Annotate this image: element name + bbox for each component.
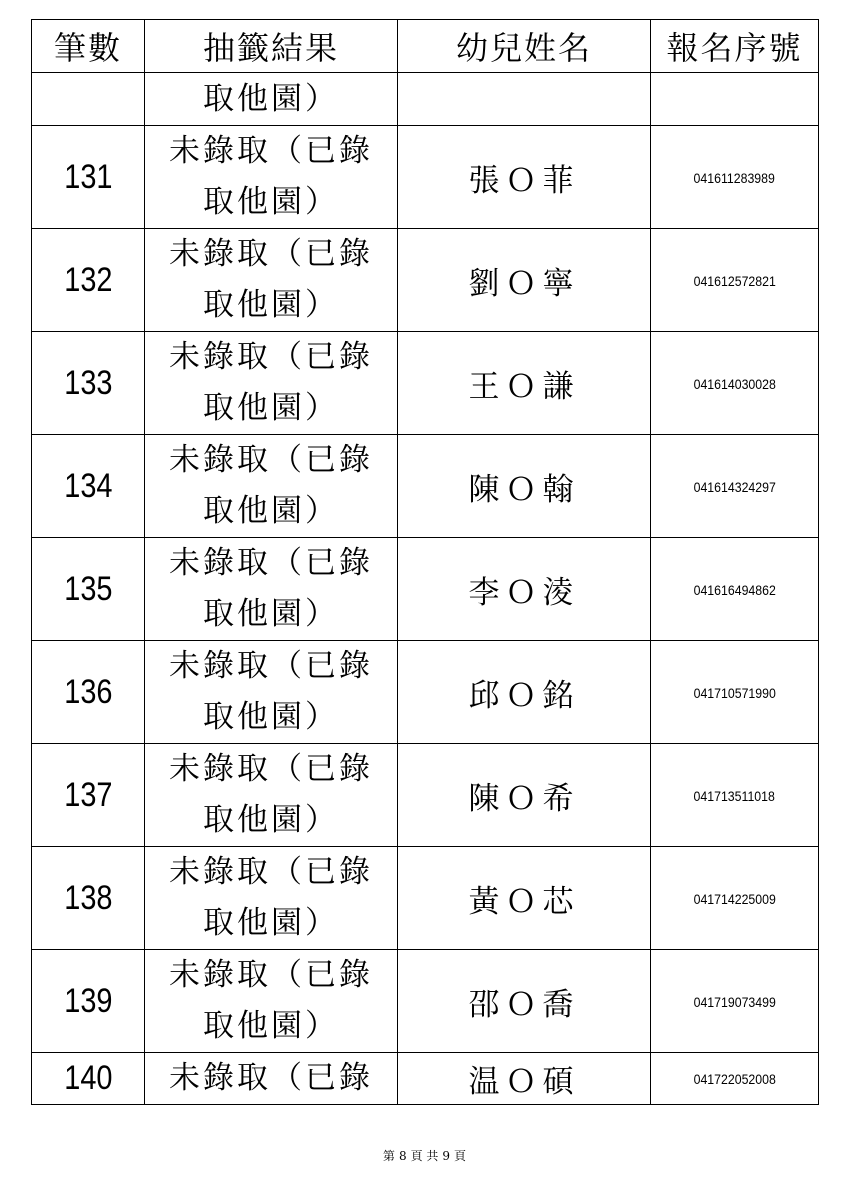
- count-value: 136: [63, 672, 113, 711]
- child-name: 王Ｏ謙: [468, 368, 580, 405]
- count-value: 140: [63, 1059, 113, 1097]
- cell-result: [145, 332, 398, 435]
- result-line-1: 未錄取（已錄: [169, 442, 373, 478]
- page-number: 8: [398, 1149, 407, 1163]
- cell-count: [32, 1053, 145, 1105]
- table-row: [32, 332, 819, 435]
- cell-count: [32, 229, 145, 332]
- child-name: 邵Ｏ喬: [468, 986, 580, 1023]
- cell-count: [32, 744, 145, 847]
- cell-child-name: [398, 332, 651, 435]
- child-name: 温Ｏ碩: [468, 1064, 580, 1100]
- result-line-2: 取他園）: [203, 493, 339, 529]
- result-line-1: 未錄取（已錄: [169, 751, 373, 787]
- cell-child-name: [398, 950, 651, 1053]
- registration-number: 041714225009: [693, 890, 776, 907]
- table-row: [32, 847, 819, 950]
- count-value: 135: [63, 569, 113, 608]
- cell-child-name: [398, 744, 651, 847]
- cell-child-name: [398, 435, 651, 538]
- cell-registration-number: [651, 744, 819, 847]
- cell-registration-number: [651, 538, 819, 641]
- count-value: 137: [63, 775, 113, 814]
- cell-registration-number: [651, 641, 819, 744]
- count-value: 138: [63, 878, 113, 917]
- result-line-1: 未錄取（已錄: [169, 133, 373, 169]
- result-line-2: 取他園）: [203, 184, 339, 220]
- result-line-1: 未錄取（已錄: [169, 339, 373, 375]
- count-value: 133: [63, 363, 113, 402]
- cell-registration-number: [651, 847, 819, 950]
- result-line-2: 取他園）: [203, 287, 339, 323]
- result-line-1: 未錄取（已錄: [169, 545, 373, 581]
- cell-count: [32, 538, 145, 641]
- registration-number: 041614324297: [693, 478, 776, 495]
- cell-result: [145, 126, 398, 229]
- cell-count: [32, 950, 145, 1053]
- cell-child-name: [398, 1053, 651, 1105]
- registration-number: 041611283989: [693, 169, 776, 186]
- cell-child-name: [398, 847, 651, 950]
- cell-child-name: [398, 73, 651, 126]
- child-name: 劉Ｏ寧: [468, 265, 580, 302]
- result-line-2: 取他園）: [203, 699, 339, 735]
- count-value: 134: [63, 466, 113, 505]
- table-header-row: [32, 20, 819, 73]
- count-value: 132: [63, 260, 113, 299]
- cell-result: [145, 641, 398, 744]
- cell-count: [32, 435, 145, 538]
- cell-result: [145, 435, 398, 538]
- registration-number: 041612572821: [693, 272, 776, 289]
- cell-result: 取他園）: [145, 73, 398, 126]
- cell-registration-number: [651, 229, 819, 332]
- count-value: 131: [63, 157, 113, 196]
- registration-number: 041719073499: [693, 993, 776, 1010]
- page-label-post: 頁: [454, 1149, 467, 1163]
- page-total: 9: [442, 1149, 451, 1163]
- table-row: [32, 126, 819, 229]
- cell-registration-number: [651, 1053, 819, 1105]
- cell-count: [32, 847, 145, 950]
- page-footer: [0, 1147, 849, 1164]
- table-row-continuation: [32, 73, 819, 126]
- table-row: [32, 435, 819, 538]
- cell-count: [32, 332, 145, 435]
- result-line-1: 未錄取（已錄: [169, 648, 373, 684]
- header-result: 抽籤結果: [145, 20, 398, 73]
- result-line-1: 未錄取（已錄: [169, 957, 373, 993]
- cell-count: [32, 126, 145, 229]
- header-child-name: 幼兒姓名: [398, 20, 651, 73]
- cell-child-name: [398, 538, 651, 641]
- cell-result: [145, 538, 398, 641]
- table-row-last: [32, 1053, 819, 1105]
- page-label-pre: 第: [382, 1149, 395, 1163]
- cell-child-name: [398, 229, 651, 332]
- cell-child-name: [398, 641, 651, 744]
- cell-result: [145, 1053, 398, 1105]
- registration-number: 041614030028: [693, 375, 776, 392]
- registration-number: 041713511018: [693, 787, 776, 804]
- table-row: [32, 641, 819, 744]
- cell-registration-number: [651, 950, 819, 1053]
- result-line-1: 未錄取（已錄: [169, 236, 373, 272]
- cell-result: [145, 950, 398, 1053]
- result-line-2: 取他園）: [203, 1008, 339, 1044]
- lottery-results-table: [31, 19, 819, 1105]
- count-value: 139: [63, 981, 113, 1020]
- header-registration-number: 報名序號: [651, 20, 819, 73]
- result-line-1: 未錄取（已錄: [169, 854, 373, 890]
- table-row: [32, 950, 819, 1053]
- result-line-2: 取他園）: [203, 390, 339, 426]
- cell-registration-number: [651, 332, 819, 435]
- cell-count: [32, 641, 145, 744]
- cell-registration-number: [651, 73, 819, 126]
- result-line-2: 取他園）: [203, 596, 339, 632]
- child-name: 張Ｏ菲: [468, 162, 580, 199]
- child-name: 陳Ｏ翰: [468, 471, 580, 508]
- header-count: 筆數: [32, 20, 145, 73]
- registration-number: 041722052008: [693, 1071, 776, 1087]
- cell-registration-number: [651, 126, 819, 229]
- cell-result: [145, 847, 398, 950]
- result-line-2: 取他園）: [203, 905, 339, 941]
- page-label-mid: 頁 共: [410, 1149, 439, 1163]
- cell-count: [32, 73, 145, 126]
- result-line-2: 取他園）: [203, 802, 339, 838]
- cell-result: [145, 229, 398, 332]
- registration-number: 041616494862: [693, 581, 776, 598]
- child-name: 陳Ｏ希: [468, 780, 580, 817]
- table-row: [32, 229, 819, 332]
- child-name: 李Ｏ淩: [468, 574, 580, 611]
- child-name: 黃Ｏ芯: [468, 883, 580, 920]
- registration-number: 041710571990: [693, 684, 776, 701]
- table-row: [32, 538, 819, 641]
- cell-registration-number: [651, 435, 819, 538]
- result-line-1: 未錄取（已錄: [169, 1060, 373, 1096]
- child-name: 邱Ｏ銘: [468, 677, 580, 714]
- table-row: [32, 744, 819, 847]
- cell-child-name: [398, 126, 651, 229]
- cell-result: [145, 744, 398, 847]
